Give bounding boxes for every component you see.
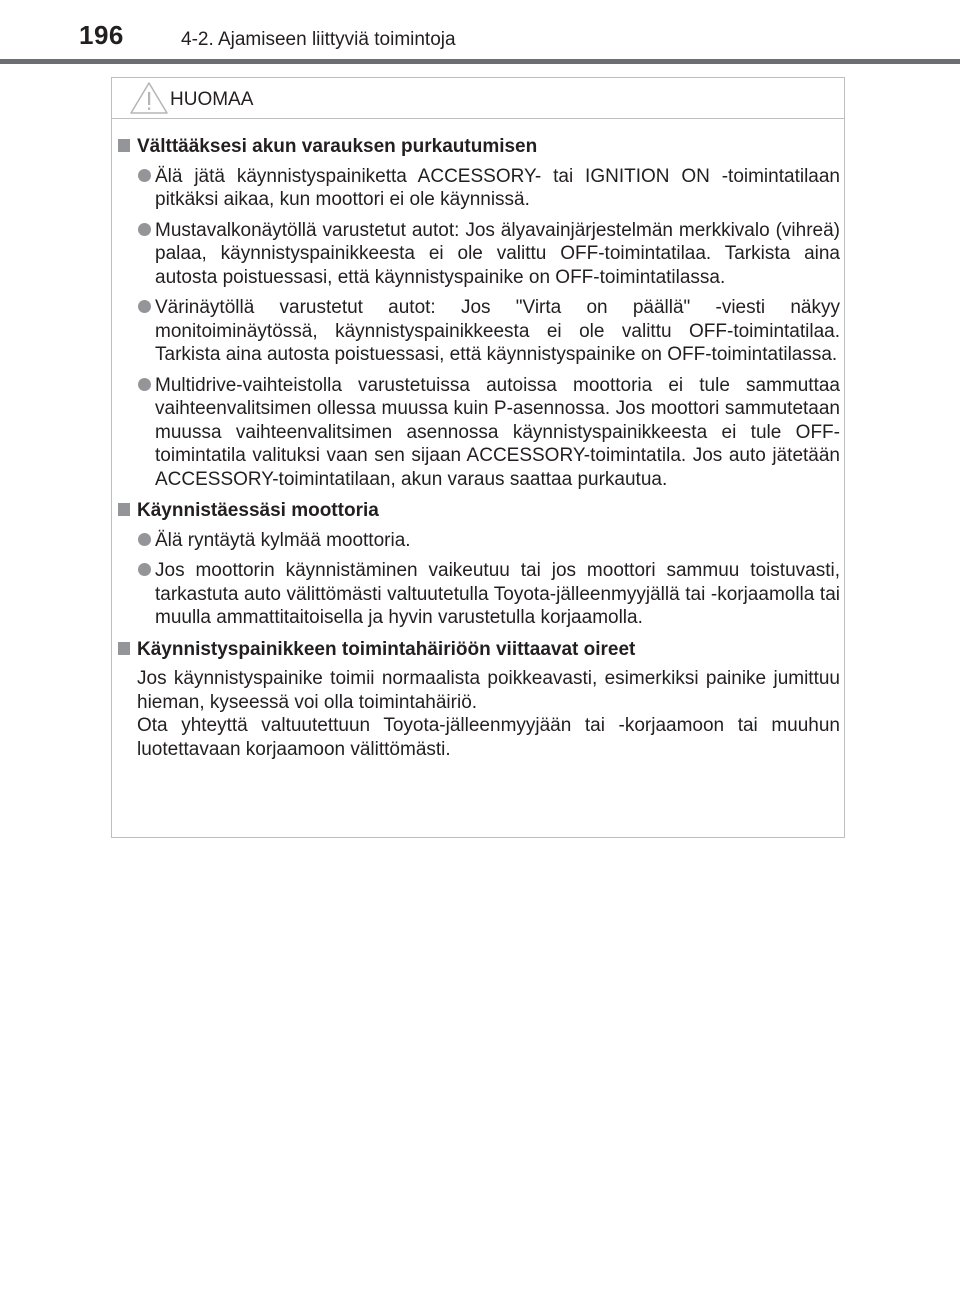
bullet-item: Mustavalkonäytöllä varustetut autot: Jos älyavainjärjestelmän merkkivalo (vihreä) palaa, käynnistyspainikkeesta ei ole valittu OFF-toimintatilaa. Tarkista aina autosta poistuessasi, että käynnistyspainike on OFF-toimintatilassa. [118, 219, 840, 290]
paragraph: Jos käynnistyspainike toimii normaalista poikkeavasti, esimerkiksi painike jumittuu hieman, kyseessä voi olla toimintahäiriö. [137, 668, 840, 713]
page-header [0, 0, 960, 60]
bullet-item: Värinäytöllä varustetut autot: Jos "Virta on päällä" -viesti näkyy monitoiminäytössä, käynnistyspainikkeesta ei ole valittu OFF-toimintatilaa. Tarkista aina autosta poistuessasi, että käynnistyspainike on OFF-toimintatilassa. [118, 296, 840, 367]
header-divider [0, 59, 960, 64]
bullet-item: Jos moottorin käynnistäminen vaikeutuu tai jos moottori sammuu toistuvasti, tarkastuta auto välittömästi valtuutetulla Toyota-jälleenmyyjällä tai -korjaamolla tai muulla ammattitaitoisella ja hyvin varustetulla korjaamolla. [118, 559, 840, 630]
section-malfunction-symptoms [118, 638, 840, 762]
section-heading: Käynnistyspainikkeen toimintahäiriöön viittaavat oireet [118, 638, 840, 662]
bullet-item: Multidrive-vaihteistolla varustetuissa autoissa moottoria ei tule sammuttaa vaihteenvalitsimen ollessa muussa kuin P-asennossa. Jos moottori sammutetaan muussa vaihteenvalitsimen asennossa käynnistyspainikkeesta ei tule OFF-toimintatila valituksi vaan sen sijaan ACCESSORY-toimintatila. Jos auto jätetään ACCESSORY-toimintatilaan, akun varaus saattaa purkautua. [118, 374, 840, 492]
section-heading: Välttääksesi akun varauksen purkautumisen [118, 135, 840, 159]
paragraph: Ota yhteyttä valtuutettuun Toyota-jälleenmyyjään tai -korjaamoon tai muuhun luotettavaan korjaamoon välittömästi. [137, 715, 840, 760]
page-number: 196 [79, 20, 124, 50]
notice-title: HUOMAA [170, 89, 254, 110]
bullet-item: Älä ryntäytä kylmää moottoria. [118, 529, 840, 553]
section-heading: Käynnistäessäsi moottoria [118, 499, 840, 523]
notice-header [112, 78, 844, 119]
section-starting-engine [118, 499, 840, 630]
notice-content [118, 135, 840, 769]
section-title: 4-2. Ajamiseen liittyviä toimintoja [181, 29, 456, 50]
warning-triangle-icon [129, 81, 169, 115]
bullet-item: Älä jätä käynnistyspainiketta ACCESSORY- tai IGNITION ON -toimintatilaan pitkäksi aikaa, kun moottori ei ole käynnissä. [118, 165, 840, 212]
notice-box [111, 77, 845, 838]
section-battery-drain [118, 135, 840, 491]
